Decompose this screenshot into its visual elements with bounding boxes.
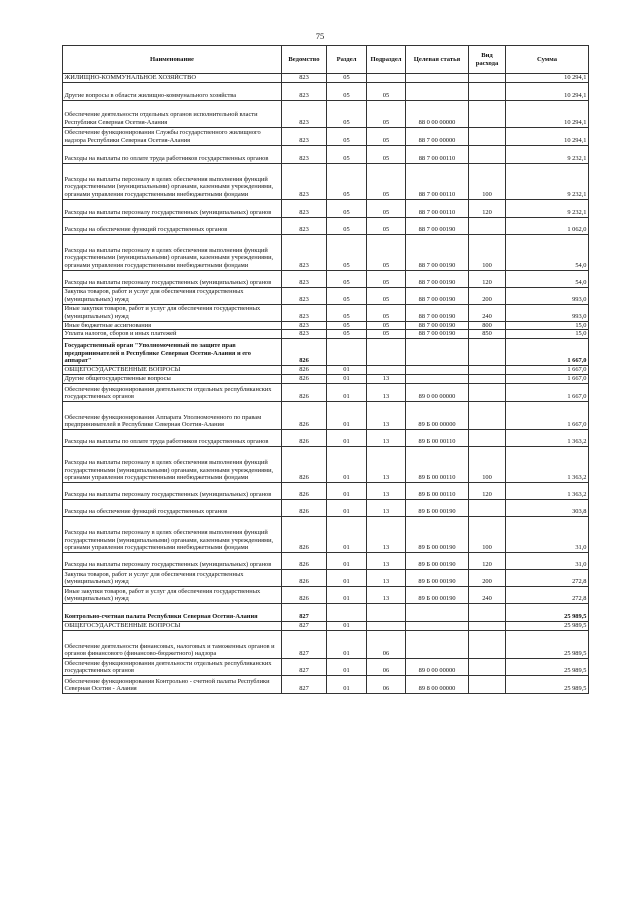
cell-name: Иные закупки товаров, работ и услуг для обеспечения государственных (муниципальных) нужд: [63, 586, 282, 603]
cell-target-article: 89 Б 00 00190: [406, 569, 469, 586]
header-target-article: Целевая статья: [406, 46, 469, 74]
cell-name: Расходы на выплаты персоналу в целях обеспечения выполнения функций государственными (муниципальными) органами, казенными учреждениями, органами управления государственными внебюджетными фондами: [63, 446, 282, 482]
cell-amount: 1 062,0: [506, 217, 589, 234]
cell-subsection: 05: [367, 145, 406, 163]
cell-target-article: 88 0 00 00000: [406, 100, 469, 127]
cell-department: 823: [282, 100, 327, 127]
cell-subsection: 05: [367, 234, 406, 270]
cell-expense-type: [469, 217, 506, 234]
cell-name: Обеспечение функционирования деятельности отдельных республиканских государственных органов: [63, 383, 282, 401]
table-header-row: [63, 46, 589, 74]
header-subsection: Подраздел: [367, 46, 406, 74]
cell-amount: 9 232,1: [506, 163, 589, 199]
cell-expense-type: 120: [469, 199, 506, 217]
cell-name: Другие общегосударственные вопросы: [63, 374, 282, 383]
cell-amount: 54,0: [506, 270, 589, 287]
cell-target-article: 89 Б 00 00000: [406, 401, 469, 429]
cell-name: Расходы на выплаты по оплате труда работников государственных органов: [63, 145, 282, 163]
cell-amount: 25 989,5: [506, 621, 589, 630]
cell-department: 826: [282, 429, 327, 446]
cell-expense-type: [469, 82, 506, 100]
cell-expense-type: [469, 74, 506, 83]
cell-subsection: 05: [367, 270, 406, 287]
cell-department: 827: [282, 603, 327, 621]
cell-name: Расходы на обеспечение функций государственных органов: [63, 217, 282, 234]
table-row: [63, 338, 589, 365]
table-row: [63, 429, 589, 446]
cell-subsection: 05: [367, 217, 406, 234]
cell-section: 01: [327, 552, 367, 569]
cell-amount: 10 294,1: [506, 82, 589, 100]
cell-amount: 54,0: [506, 234, 589, 270]
cell-name: Контрольно-счетная палата Республики Северная Осетия-Алания: [63, 603, 282, 621]
cell-expense-type: 850: [469, 330, 506, 339]
cell-expense-type: [469, 621, 506, 630]
cell-name: ЖИЛИЩНО-КОММУНАЛЬНОЕ ХОЗЯЙСТВО: [63, 74, 282, 83]
table-row: [63, 304, 589, 321]
cell-target-article: 89 Б 00 00190: [406, 499, 469, 516]
cell-section: 01: [327, 621, 367, 630]
cell-amount: 993,0: [506, 304, 589, 321]
cell-expense-type: [469, 658, 506, 675]
cell-amount: 31,0: [506, 516, 589, 552]
cell-expense-type: [469, 401, 506, 429]
cell-expense-type: [469, 338, 506, 365]
cell-subsection: 13: [367, 446, 406, 482]
cell-target-article: [406, 374, 469, 383]
cell-section: 05: [327, 270, 367, 287]
cell-name: Расходы на выплаты персоналу в целях обеспечения выполнения функций государственными (муниципальными) органами, казенными учреждениями, органами управления государственными внебюджетными фондами: [63, 234, 282, 270]
page-number: 75: [315, 31, 325, 41]
cell-section: 01: [327, 374, 367, 383]
table-row: [63, 621, 589, 630]
cell-amount: 9 232,1: [506, 145, 589, 163]
cell-department: 826: [282, 552, 327, 569]
cell-amount: 1 667,0: [506, 338, 589, 365]
cell-expense-type: [469, 383, 506, 401]
cell-name: ОБЩЕГОСУДАРСТВЕННЫЕ ВОПРОСЫ: [63, 365, 282, 374]
cell-name: Обеспечение функционирования Службы государственного жилищного надзора Республики Северная Осетия-Алания: [63, 127, 282, 145]
cell-name: Обеспечение функционирования Аппарата Уполномоченного по правам предпринимателей в Республике Северная Осетия-Алания: [63, 401, 282, 429]
table-row: [63, 552, 589, 569]
cell-target-article: [406, 82, 469, 100]
cell-subsection: 05: [367, 330, 406, 339]
cell-name: Закупка товаров, работ и услуг для обеспечения государственных (муниципальных) нужд: [63, 569, 282, 586]
cell-target-article: 89 Б 00 00190: [406, 552, 469, 569]
cell-subsection: 06: [367, 675, 406, 693]
cell-subsection: 05: [367, 82, 406, 100]
cell-department: 827: [282, 675, 327, 693]
cell-target-article: [406, 338, 469, 365]
table-row: [63, 482, 589, 499]
cell-section: 05: [327, 330, 367, 339]
table-row: [63, 365, 589, 374]
cell-subsection: 05: [367, 127, 406, 145]
cell-expense-type: [469, 603, 506, 621]
cell-amount: 15,0: [506, 330, 589, 339]
cell-subsection: 13: [367, 482, 406, 499]
cell-amount: 25 989,5: [506, 603, 589, 621]
table-row: [63, 675, 589, 693]
budget-table: [62, 45, 589, 694]
cell-subsection: 05: [367, 287, 406, 304]
cell-department: 826: [282, 365, 327, 374]
cell-expense-type: 240: [469, 586, 506, 603]
cell-expense-type: 240: [469, 304, 506, 321]
cell-name: Другие вопросы в области жилищно-коммунального хозяйства: [63, 82, 282, 100]
cell-subsection: 13: [367, 374, 406, 383]
cell-expense-type: 200: [469, 569, 506, 586]
cell-department: 823: [282, 127, 327, 145]
cell-department: 823: [282, 287, 327, 304]
cell-name: Государственный орган "Уполномоченный по защите прав предпринимателей в Республике Северная Осетия-Алания и его аппарат": [63, 338, 282, 365]
cell-name: Расходы на обеспечение функций государственных органов: [63, 499, 282, 516]
table-row: [63, 499, 589, 516]
cell-subsection: 05: [367, 163, 406, 199]
table-row: [63, 199, 589, 217]
cell-name: Расходы на выплаты персоналу в целях обеспечения выполнения функций государственными (муниципальными) органами, казенными учреждениями, органами управления государственными внебюджетными фондами: [63, 163, 282, 199]
cell-amount: 10 294,1: [506, 74, 589, 83]
cell-subsection: 06: [367, 630, 406, 658]
cell-name: ОБЩЕГОСУДАРСТВЕННЫЕ ВОПРОСЫ: [63, 621, 282, 630]
cell-department: 827: [282, 630, 327, 658]
cell-amount: 272,8: [506, 586, 589, 603]
cell-expense-type: 100: [469, 163, 506, 199]
cell-section: 05: [327, 82, 367, 100]
cell-amount: 25 989,5: [506, 630, 589, 658]
cell-amount: 1 363,2: [506, 482, 589, 499]
cell-section: 05: [327, 127, 367, 145]
table-row: [63, 569, 589, 586]
cell-expense-type: [469, 145, 506, 163]
cell-section: 01: [327, 499, 367, 516]
cell-name: Иные закупки товаров, работ и услуг для обеспечения государственных (муниципальных) нужд: [63, 304, 282, 321]
cell-name: Обеспечение функционирования деятельности отдельных республиканских государственных органов: [63, 658, 282, 675]
cell-name: Расходы на выплаты персоналу государственных (муниципальных) органов: [63, 482, 282, 499]
header-name: Наименование: [63, 46, 282, 74]
cell-department: 826: [282, 569, 327, 586]
cell-department: 823: [282, 163, 327, 199]
cell-department: 826: [282, 446, 327, 482]
cell-target-article: 89 Б 00 00190: [406, 586, 469, 603]
cell-section: 01: [327, 482, 367, 499]
cell-expense-type: 120: [469, 270, 506, 287]
cell-target-article: 88 7 00 00190: [406, 270, 469, 287]
cell-amount: 25 989,5: [506, 675, 589, 693]
cell-amount: 10 294,1: [506, 100, 589, 127]
cell-section: [327, 603, 367, 621]
cell-department: 826: [282, 401, 327, 429]
cell-section: 05: [327, 217, 367, 234]
cell-target-article: 89 Б 00 00190: [406, 516, 469, 552]
cell-name: Расходы на выплаты персоналу в целях обеспечения выполнения функций государственными (муниципальными) органами, казенными учреждениями, органами управления государственными внебюджетными фондами: [63, 516, 282, 552]
cell-expense-type: [469, 100, 506, 127]
table-row: [63, 603, 589, 621]
cell-amount: 1 667,0: [506, 383, 589, 401]
cell-section: 01: [327, 365, 367, 374]
cell-target-article: [406, 74, 469, 83]
cell-amount: 9 232,1: [506, 199, 589, 217]
cell-expense-type: [469, 630, 506, 658]
cell-expense-type: 120: [469, 552, 506, 569]
cell-subsection: [367, 74, 406, 83]
cell-amount: 25 989,5: [506, 658, 589, 675]
cell-target-article: 88 7 00 00110: [406, 145, 469, 163]
table-row: [63, 516, 589, 552]
cell-section: 05: [327, 321, 367, 330]
cell-expense-type: [469, 127, 506, 145]
cell-department: 823: [282, 74, 327, 83]
cell-department: 823: [282, 145, 327, 163]
cell-amount: 1 363,2: [506, 446, 589, 482]
cell-section: 01: [327, 675, 367, 693]
cell-section: 05: [327, 74, 367, 83]
cell-expense-type: 100: [469, 234, 506, 270]
cell-section: [327, 338, 367, 365]
cell-subsection: 13: [367, 499, 406, 516]
cell-subsection: [367, 365, 406, 374]
cell-expense-type: [469, 429, 506, 446]
cell-section: 05: [327, 100, 367, 127]
cell-expense-type: 120: [469, 482, 506, 499]
cell-subsection: 13: [367, 383, 406, 401]
cell-department: 826: [282, 499, 327, 516]
cell-name: Расходы на выплаты персоналу государственных (муниципальных) органов: [63, 270, 282, 287]
cell-section: 01: [327, 658, 367, 675]
table-row: [63, 401, 589, 429]
cell-name: Иные бюджетные ассигнования: [63, 321, 282, 330]
cell-subsection: 13: [367, 516, 406, 552]
cell-name: Обеспечение деятельности финансовых, налоговых и таможенных органов и органов финансового (финансово-бюджетного) надзора: [63, 630, 282, 658]
table-row: [63, 330, 589, 339]
cell-expense-type: [469, 675, 506, 693]
cell-subsection: 05: [367, 321, 406, 330]
cell-subsection: 13: [367, 569, 406, 586]
cell-target-article: [406, 365, 469, 374]
cell-department: 826: [282, 374, 327, 383]
cell-amount: 10 294,1: [506, 127, 589, 145]
cell-subsection: 05: [367, 199, 406, 217]
table-row: [63, 100, 589, 127]
table-row: [63, 82, 589, 100]
cell-target-article: 88 7 00 00190: [406, 321, 469, 330]
cell-department: 823: [282, 234, 327, 270]
table-row: [63, 586, 589, 603]
cell-amount: 15,0: [506, 321, 589, 330]
table-row: [63, 383, 589, 401]
table-row: [63, 287, 589, 304]
cell-subsection: 06: [367, 658, 406, 675]
cell-target-article: 88 7 00 00190: [406, 330, 469, 339]
table-row: [63, 658, 589, 675]
cell-subsection: [367, 603, 406, 621]
cell-department: 823: [282, 304, 327, 321]
cell-amount: 1 667,0: [506, 365, 589, 374]
cell-expense-type: 100: [469, 516, 506, 552]
cell-section: 05: [327, 234, 367, 270]
table-row: [63, 446, 589, 482]
cell-section: 05: [327, 287, 367, 304]
cell-target-article: 88 7 00 00190: [406, 234, 469, 270]
table-row: [63, 630, 589, 658]
cell-department: 826: [282, 482, 327, 499]
cell-subsection: 05: [367, 100, 406, 127]
table-row: [63, 145, 589, 163]
cell-department: 826: [282, 383, 327, 401]
cell-department: 823: [282, 321, 327, 330]
cell-department: 826: [282, 586, 327, 603]
cell-subsection: [367, 338, 406, 365]
header-section: Раздел: [327, 46, 367, 74]
cell-subsection: 05: [367, 304, 406, 321]
cell-target-article: 88 7 00 00110: [406, 199, 469, 217]
table-row: [63, 217, 589, 234]
cell-target-article: 89 0 00 00000: [406, 658, 469, 675]
cell-target-article: 89 Б 00 00110: [406, 482, 469, 499]
cell-section: 05: [327, 199, 367, 217]
cell-department: 827: [282, 658, 327, 675]
cell-target-article: 88 7 00 00110: [406, 163, 469, 199]
cell-section: 01: [327, 383, 367, 401]
cell-amount: 303,8: [506, 499, 589, 516]
cell-name: Закупка товаров, работ и услуг для обеспечения государственных (муниципальных) нужд: [63, 287, 282, 304]
cell-expense-type: [469, 499, 506, 516]
cell-expense-type: 800: [469, 321, 506, 330]
cell-department: 823: [282, 82, 327, 100]
table-row: [63, 74, 589, 83]
cell-section: 05: [327, 145, 367, 163]
cell-expense-type: [469, 374, 506, 383]
table-row: [63, 374, 589, 383]
cell-subsection: 13: [367, 552, 406, 569]
cell-amount: 1 667,0: [506, 374, 589, 383]
cell-section: 05: [327, 163, 367, 199]
cell-department: 823: [282, 270, 327, 287]
cell-subsection: 13: [367, 429, 406, 446]
cell-section: 01: [327, 429, 367, 446]
cell-section: 01: [327, 586, 367, 603]
cell-target-article: 89 Б 00 00110: [406, 429, 469, 446]
cell-expense-type: [469, 365, 506, 374]
cell-amount: 1 363,2: [506, 429, 589, 446]
cell-target-article: [406, 630, 469, 658]
cell-name: Расходы на выплаты персоналу государственных (муниципальных) органов: [63, 552, 282, 569]
table-row: [63, 234, 589, 270]
table-body: [63, 74, 589, 694]
cell-target-article: 88 7 00 00190: [406, 287, 469, 304]
cell-department: 823: [282, 217, 327, 234]
cell-section: 01: [327, 516, 367, 552]
cell-department: 826: [282, 516, 327, 552]
cell-name: Обеспечение деятельности отдельных органов исполнительной власти Республики Северная Осетия-Алания: [63, 100, 282, 127]
cell-amount: 993,0: [506, 287, 589, 304]
cell-department: 826: [282, 338, 327, 365]
cell-target-article: 89 0 00 00000: [406, 383, 469, 401]
cell-amount: 1 667,0: [506, 401, 589, 429]
cell-department: 823: [282, 199, 327, 217]
cell-target-article: [406, 621, 469, 630]
header-amount: Сумма: [506, 46, 589, 74]
table-row: [63, 321, 589, 330]
cell-target-article: 89 8 00 00000: [406, 675, 469, 693]
header-expense-type: Вид расхода: [469, 46, 506, 74]
cell-name: Расходы на выплаты по оплате труда работников государственных органов: [63, 429, 282, 446]
table-row: [63, 270, 589, 287]
cell-target-article: [406, 603, 469, 621]
cell-amount: 272,8: [506, 569, 589, 586]
cell-target-article: 88 7 00 00190: [406, 304, 469, 321]
table-row: [63, 163, 589, 199]
cell-subsection: [367, 621, 406, 630]
cell-name: Расходы на выплаты персоналу государственных (муниципальных) органов: [63, 199, 282, 217]
cell-amount: 31,0: [506, 552, 589, 569]
cell-expense-type: 100: [469, 446, 506, 482]
cell-target-article: 89 Б 00 00110: [406, 446, 469, 482]
cell-name: Уплата налогов, сборов и иных платежей: [63, 330, 282, 339]
cell-section: 01: [327, 401, 367, 429]
cell-section: 05: [327, 304, 367, 321]
cell-section: 01: [327, 446, 367, 482]
cell-subsection: 13: [367, 401, 406, 429]
cell-department: 823: [282, 330, 327, 339]
cell-target-article: 88 7 00 00190: [406, 217, 469, 234]
cell-section: 01: [327, 569, 367, 586]
table-row: [63, 127, 589, 145]
cell-name: Обеспечение функционирования Контрольно - счетной палаты Республики Северная Осетия - Алания: [63, 675, 282, 693]
cell-department: 827: [282, 621, 327, 630]
cell-subsection: 13: [367, 586, 406, 603]
cell-section: 01: [327, 630, 367, 658]
cell-expense-type: 200: [469, 287, 506, 304]
header-department: Ведомство: [282, 46, 327, 74]
cell-target-article: 88 7 00 00000: [406, 127, 469, 145]
